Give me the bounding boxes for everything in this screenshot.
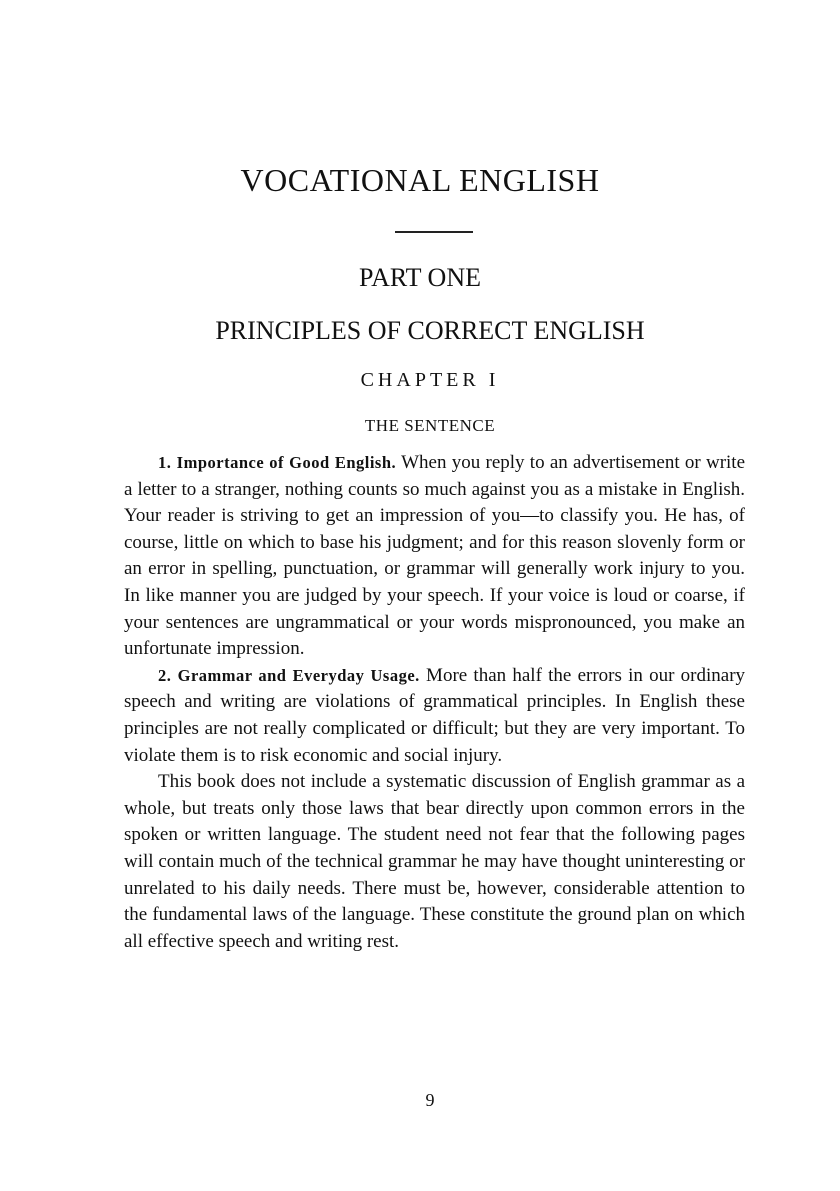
section-heading-2: Grammar and Everyday Usage. (177, 665, 420, 685)
section-text-1: When you reply to an advertisement or write a letter to a stranger, nothing counts so much against you as a mistake in English. Your reader is striving to get an impression of you—to classify you. He has, of course, little on which to base his judgment; and for this reason slovenly form or an error in spelling, punctuation, or grammar will generally work injury to you. In like manner you are judged by your speech. If your voice is loud or coarse, if your sentences are ungrammatical or your words mispronounced, you make an unfortunate impression. (124, 452, 746, 660)
section-number-1: 1. (158, 453, 172, 472)
section-text-2: More than half the errors in our ordinary speech and writing are violations of grammatical principles. In English these principles are not really complicated or difficult; but they are very important. To violate them is to risk economic and social injury. (124, 664, 746, 766)
body-text (124, 450, 745, 955)
section-paragraph-1 (124, 450, 745, 663)
chapter-title: THE SENTENCE (364, 416, 496, 435)
book-title: VOCATIONAL ENGLISH (240, 162, 600, 198)
section-number-2: 2. (158, 665, 172, 685)
title-divider (395, 231, 473, 233)
body-paragraph-3: This book does not include a systematic discussion of English grammar as a whole, but treats only those laws that bear directly upon common errors in the spoken or written language. The student need not fear that the following pages will contain much of the technical grammar he may have thought uninteresting or unrelated to his daily needs. There must be, however, considerable attention to the fundamental laws of the language. These constitute the ground plan on which all effective speech and writing rest. (124, 771, 745, 952)
chapter-label: CHAPTER I (360, 369, 500, 391)
part-label: PART ONE (359, 263, 481, 292)
section-heading-1: Importance of Good English. (176, 453, 397, 472)
page-number: 9 (425, 1090, 435, 1110)
section-paragraph-2 (124, 663, 745, 769)
part-subtitle: PRINCIPLES OF CORRECT ENGLISH (215, 316, 645, 345)
